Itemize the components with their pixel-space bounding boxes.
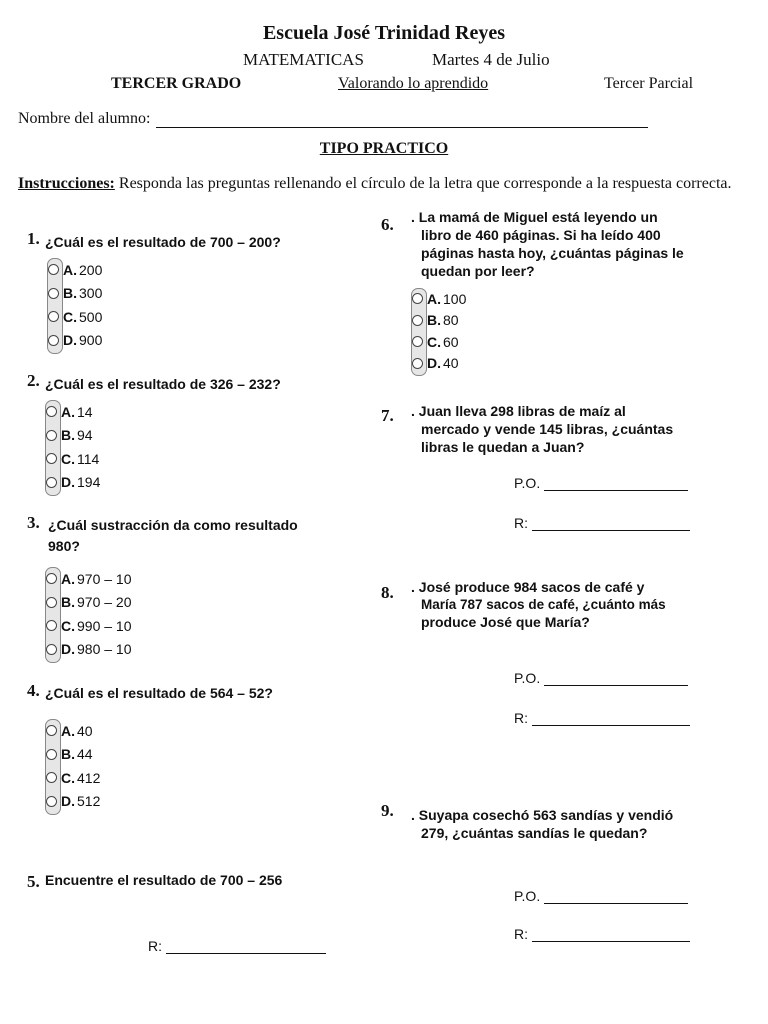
school-name: Escuela José Trinidad Reyes	[262, 22, 506, 44]
question-7-number: 7.	[381, 406, 394, 425]
radio-circle-icon[interactable]	[412, 358, 423, 369]
question-7-po: P.O.	[514, 475, 688, 491]
option-d[interactable]: D. 512	[45, 790, 165, 814]
question-3-text-line2: 980?	[48, 538, 80, 554]
option-b[interactable]: B. 970 – 20	[45, 591, 185, 615]
radio-circle-icon[interactable]	[46, 620, 57, 631]
radio-circle-icon[interactable]	[412, 336, 423, 347]
question-8-number: 8.	[381, 583, 394, 602]
radio-circle-icon[interactable]	[46, 597, 57, 608]
radio-circle-icon[interactable]	[46, 406, 57, 417]
answer-field[interactable]	[166, 941, 326, 954]
option-a[interactable]: A. 40	[45, 719, 165, 743]
question-9-line1: . Suyapa cosechó 563 sandías y vendió	[411, 807, 674, 823]
question-8-line3: produce José que María?	[421, 614, 590, 630]
question-5-number: 5.	[27, 872, 40, 891]
radio-circle-icon[interactable]	[412, 315, 423, 326]
option-a[interactable]: A. 970 – 10	[45, 567, 185, 591]
question-6-line2: libro de 460 páginas. Si ha leído 400	[421, 227, 661, 243]
question-9-po: P.O.	[514, 888, 688, 904]
option-d[interactable]: D. 40	[411, 353, 531, 375]
question-9-line2: 279, ¿cuántas sandías le quedan?	[421, 825, 648, 841]
option-b[interactable]: B. 94	[45, 424, 165, 448]
question-4-number: 4.	[27, 681, 40, 700]
radio-circle-icon[interactable]	[46, 573, 57, 584]
question-7-line3: libras le quedan a Juan?	[421, 439, 585, 455]
question-6-line3: páginas hasta hoy, ¿cuántas páginas le	[421, 245, 684, 261]
option-b[interactable]: B. 300	[47, 282, 167, 306]
question-8-line1: . José produce 984 sacos de café y	[411, 579, 645, 595]
radio-circle-icon[interactable]	[48, 264, 59, 275]
date-label: Martes 4 de Julio	[432, 50, 550, 69]
option-a[interactable]: A. 14	[45, 400, 165, 424]
question-5-text: Encuentre el resultado de 700 – 256	[45, 872, 283, 888]
question-7-line1: . Juan lleva 298 libras de maíz al	[411, 403, 626, 419]
question-4-text: ¿Cuál es el resultado de 564 – 52?	[45, 685, 273, 701]
radio-circle-icon[interactable]	[48, 288, 59, 299]
instructions	[18, 173, 752, 194]
question-3-text-line1: ¿Cuál sustracción da como resultado	[48, 517, 298, 533]
option-d[interactable]: D. 900	[47, 329, 167, 353]
question-1-number: 1.	[27, 229, 40, 248]
answer-field[interactable]	[532, 929, 690, 942]
subject-label: MATEMATICAS	[243, 50, 364, 69]
radio-circle-icon[interactable]	[46, 644, 57, 655]
option-c[interactable]: C. 412	[45, 766, 165, 790]
option-a[interactable]: A. 100	[411, 288, 531, 310]
question-8-answer: R:	[514, 710, 690, 726]
student-name-field[interactable]	[156, 112, 648, 128]
question-2-text: ¿Cuál es el resultado de 326 – 232?	[45, 376, 281, 392]
radio-circle-icon[interactable]	[412, 293, 423, 304]
radio-circle-icon[interactable]	[46, 725, 57, 736]
radio-circle-icon[interactable]	[46, 430, 57, 441]
question-8-line2: María 787 sacos de café, ¿cuánto más	[421, 597, 666, 612]
po-field[interactable]	[544, 673, 688, 686]
question-6-number: 6.	[381, 215, 394, 234]
question-2-number: 2.	[27, 371, 40, 390]
answer-field[interactable]	[532, 713, 690, 726]
question-9-number: 9.	[381, 801, 394, 820]
question-8-po: P.O.	[514, 670, 688, 686]
radio-circle-icon[interactable]	[46, 796, 57, 807]
question-1-text: ¿Cuál es el resultado de 700 – 200?	[45, 234, 281, 250]
answer-field[interactable]	[532, 518, 690, 531]
option-c[interactable]: C. 60	[411, 331, 531, 353]
instructions-label: Instrucciones:	[18, 175, 115, 192]
term-label: Tercer Parcial	[604, 75, 694, 92]
radio-circle-icon[interactable]	[46, 772, 57, 783]
po-field[interactable]	[544, 891, 688, 904]
question-5-answer: R:	[148, 938, 326, 954]
question-7-answer: R:	[514, 515, 690, 531]
radio-circle-icon[interactable]	[46, 749, 57, 760]
radio-circle-icon[interactable]	[48, 311, 59, 322]
radio-circle-icon[interactable]	[46, 477, 57, 488]
question-6-line4: quedan por leer?	[421, 263, 535, 279]
instructions-text: Responda las preguntas rellenando el círculo de la letra que corresponde a la respuesta correcta.	[118, 175, 732, 192]
student-name-label: Nombre del alumno:	[18, 110, 151, 127]
question-9-answer: R:	[514, 926, 690, 942]
radio-circle-icon[interactable]	[46, 453, 57, 464]
option-d[interactable]: D. 980 – 10	[45, 638, 185, 662]
radio-circle-icon[interactable]	[48, 335, 59, 346]
option-c[interactable]: C. 500	[47, 305, 167, 329]
student-name-row	[18, 108, 648, 128]
option-d[interactable]: D. 194	[45, 471, 165, 495]
grade-label: TERCER GRADO	[111, 75, 242, 92]
evaluation-title: Valorando lo aprendido	[338, 75, 489, 92]
question-3-number: 3.	[27, 513, 40, 532]
question-6-line1: . La mamá de Miguel está leyendo un	[411, 209, 658, 225]
po-field[interactable]	[544, 478, 688, 491]
option-a[interactable]: A. 200	[47, 258, 167, 282]
option-b[interactable]: B. 44	[45, 743, 165, 767]
option-c[interactable]: C. 990 – 10	[45, 614, 185, 638]
option-b[interactable]: B. 80	[411, 310, 531, 332]
option-c[interactable]: C. 114	[45, 447, 165, 471]
section-title: TIPO PRACTICO	[319, 140, 449, 157]
question-7-line2: mercado y vende 145 libras, ¿cuántas	[421, 421, 674, 437]
